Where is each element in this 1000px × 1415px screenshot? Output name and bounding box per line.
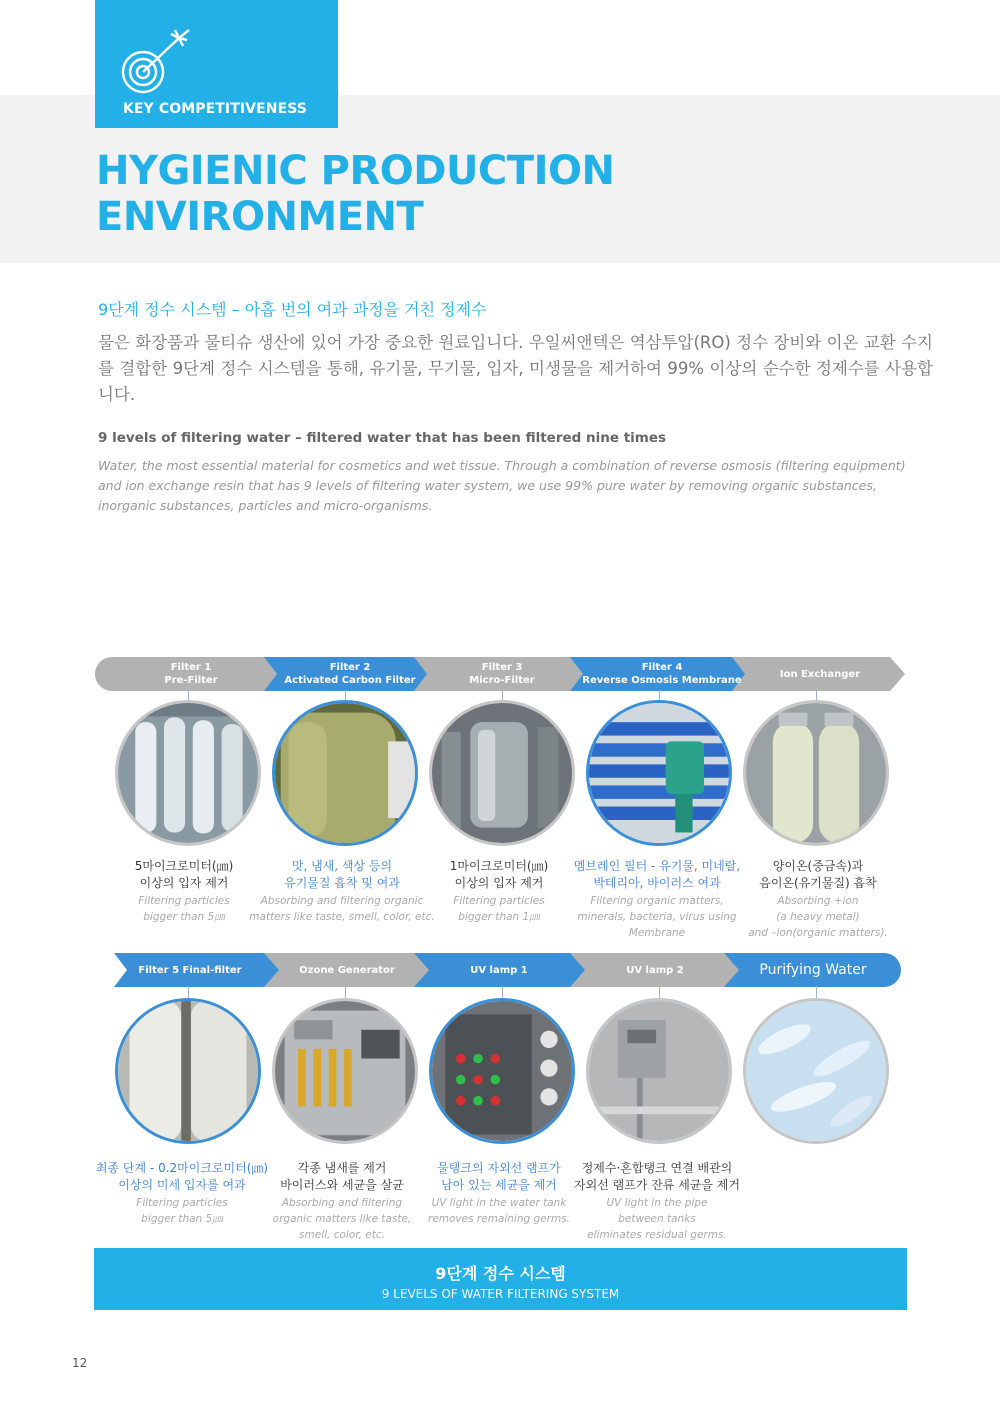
ozone-generator-photo (272, 998, 418, 1144)
page-title-line1: HYGIENIC PRODUCTION (96, 148, 615, 194)
carbon-filter-photo (272, 700, 418, 846)
step-caption-2: 맛, 냄새, 색상 등의 유기물질 흡착 및 여과 Absorbing and filtering organic matters like taste, smell, color, etc. (249, 859, 435, 923)
flow-step-result: Purifying Water (759, 961, 867, 978)
flow-step-1: Filter 1 Pre-Filter (164, 662, 218, 686)
kr-subtitle: 9단계 정수 시스템 – 아홉 번의 여과 과정을 거친 정제수 (98, 300, 487, 319)
system-summary-banner (94, 1248, 907, 1310)
ion-exchanger-photo (743, 700, 889, 846)
step-caption-3: 1마이크로미터(㎛) 이상의 입자 제거 Filtering particles bigger than 1㎛ (449, 859, 549, 923)
page-title (96, 148, 796, 240)
kr-body: 물은 화장품과 물티슈 생산에 있어 가장 중요한 원료입니다. 우일씨앤텍은 역삼투압(RO) 정수 장비와 이온 교환 수지를 결합한 9단계 정수 시스템을 통해, 유기물, 무기물, 입자, 미생물을 제거하여 99% 이상의 순수한 정제수를 사용합니다. (98, 333, 933, 404)
en-body: Water, the most essential material for cosmetics and wet tissue. Through a combination of reverse osmosis (filtering equipment) and ion exchange resin that has 9 levels of filtering water system, we use 99% pure water by removing organic substances, inorganic substances, particles and micro-organisms. (98, 458, 906, 513)
final-filter-photo (115, 998, 261, 1144)
step-caption-6: 최종 단계 - 0.2마이크로미터(㎛) 이상의 미세 입자를 여과 Filtering particles bigger than 5㎛ (95, 1161, 269, 1225)
step-caption-1: 5마이크로미터(㎛) 이상의 입자 제거 Filtering particles bigger than 5㎛ (134, 859, 234, 923)
uv-lamp-2-photo (586, 998, 732, 1144)
flow-step-8: UV lamp 1 (470, 964, 528, 976)
step-caption-5: 양이온(중금속)과 음이온(유기물질) 흡착 Absorbing +ion (a heavy metal) and –ion(organic matters). (748, 859, 888, 939)
flow-step-5: Ion Exchanger (779, 668, 861, 680)
step-caption-4: 멤브레인 필터 - 유기물, 미네랄, 박테리아, 바이러스 여과 Filtering organic matters, minerals, bacteria, virus using Membrane (573, 859, 741, 939)
page-title-line2: ENVIRONMENT (96, 194, 424, 240)
flow-step-3: Filter 3 Micro-Filter (469, 662, 535, 686)
badge-label: KEY COMPETITIVENESS (123, 101, 307, 117)
step-caption-7: 각종 냄새를 제거 바이러스와 세균을 살균 Absorbing and filtering organic matters like taste, smell, color, etc. (272, 1161, 412, 1241)
uv-lamp-1-photo (429, 998, 575, 1144)
step-caption-9: 정제수·혼합탱크 연결 배관의 자외선 램프가 잔류 세균을 제거 UV light in the pipe between tanks eliminates residual germs. (574, 1161, 740, 1241)
page-number: 12 (72, 1356, 88, 1370)
flow-step-6: Filter 5 Final-filter (138, 964, 242, 976)
en-subtitle: 9 levels of filtering water – filtered water that has been filtered nine times (98, 430, 667, 446)
section-badge (95, 0, 338, 128)
prefilter-photo (115, 700, 261, 846)
process-flow-row1 (0, 657, 1000, 697)
banner-title-kr: 9단계 정수 시스템 (435, 1264, 566, 1283)
microfilter-photo (429, 700, 575, 846)
step-caption-8: 물탱크의 자외선 램프가 남아 있는 세균을 제거 UV light in the water tank removes remaining germs. (428, 1161, 570, 1225)
flow-step-7: Ozone Generator (299, 964, 395, 976)
process-flow-row2 (0, 953, 1000, 993)
flow-step-4: Filter 4 Reverse Osmosis Membrane (582, 662, 742, 686)
ro-membrane-photo (586, 700, 732, 846)
flow-step-9: UV lamp 2 (626, 964, 684, 976)
target-arrow-icon (121, 28, 191, 94)
purified-water-photo (743, 998, 889, 1144)
flow-step-2: Filter 2 Activated Carbon Filter (284, 662, 416, 686)
banner-title-en: 9 LEVELS OF WATER FILTERING SYSTEM (381, 1287, 620, 1301)
